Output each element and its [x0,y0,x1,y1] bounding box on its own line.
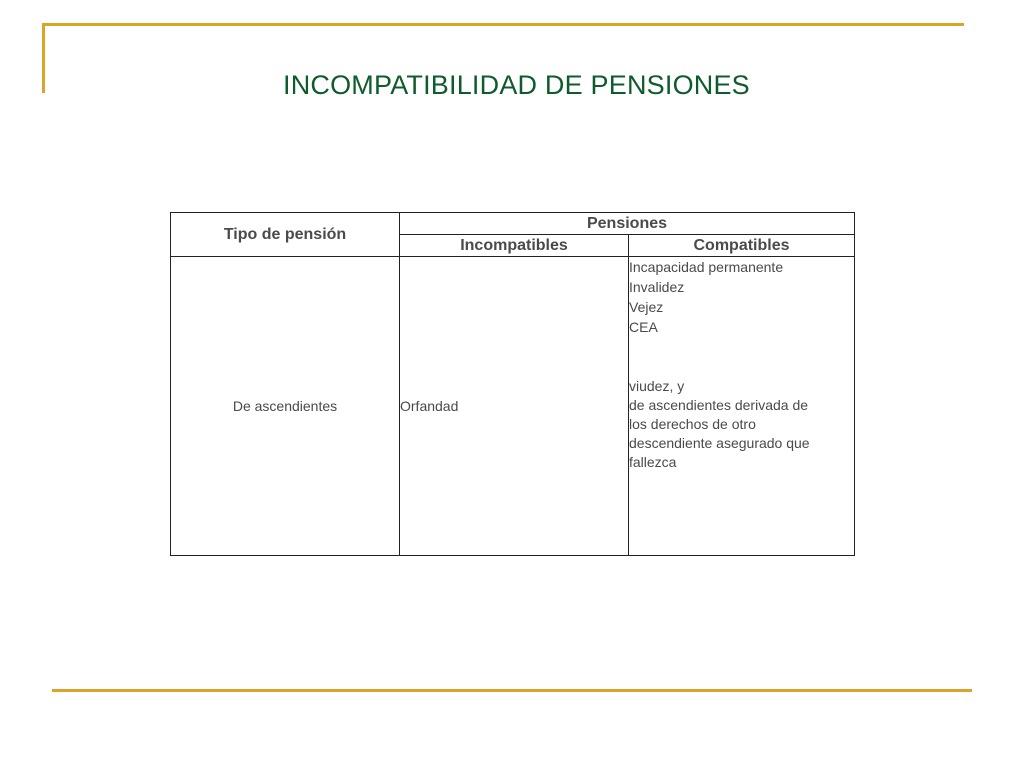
list-item: Vejez [629,299,664,315]
list-item: Invalidez [629,279,685,295]
list-item: CEA [629,319,658,335]
header-row-1 [171,213,855,235]
frame-left-line [42,23,45,93]
frame-bottom-line [52,689,972,692]
frame-top-line [42,23,964,26]
header-tipo-de-pension: Tipo de pensión [171,213,400,257]
cell-incompatibles: Orfandad [400,257,629,556]
compatibles-list [629,257,854,337]
compatibles-extra-text: viudez, y de ascendientes derivada de los derechos de otro descendiente asegurado que fallezca [629,378,810,470]
pension-table [170,212,855,556]
header-pensiones: Pensiones [400,213,855,235]
list-item: Incapacidad permanente [629,259,784,275]
compatibles-spacer [629,337,854,377]
header-compatibles: Compatibles [629,235,855,257]
table-row [171,257,855,556]
cell-compatibles [629,257,855,556]
cell-tipo: De ascendientes [171,257,400,556]
header-incompatibles: Incompatibles [400,235,629,257]
slide-title: INCOMPATIBILIDAD DE PENSIONES [283,70,750,100]
